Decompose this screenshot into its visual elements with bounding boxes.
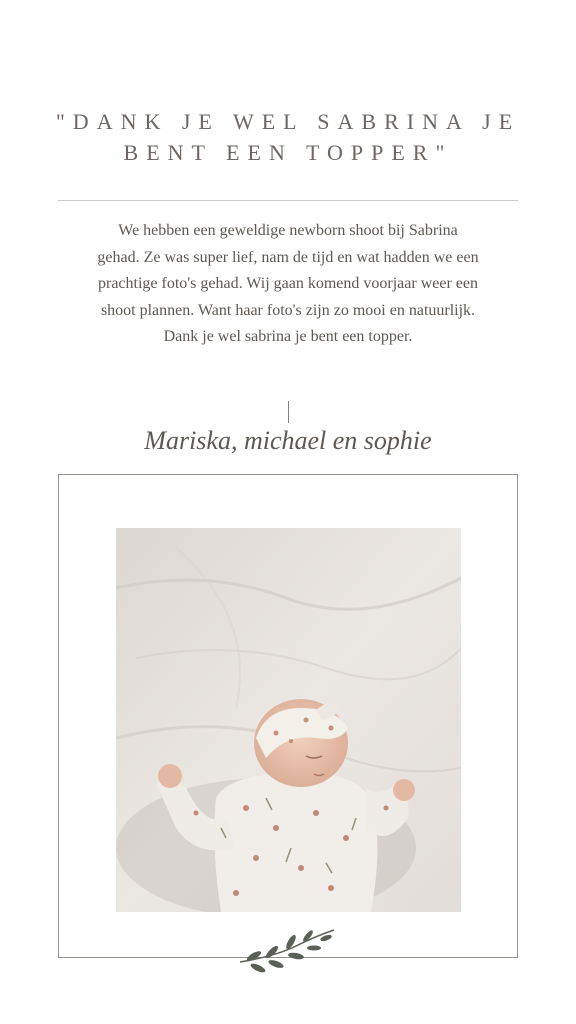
olive-branch-icon [236,926,340,986]
testimonial-title: "DANK JE WEL SABRINA JE BENT EEN TOPPER" [55,109,521,165]
newborn-photo [116,528,461,912]
divider [58,200,518,201]
vertical-divider [288,401,289,423]
photo-image [116,528,461,912]
testimonial-signature: Mariska, michael en sophie [144,426,432,455]
testimonial-body: We hebben een geweldige newborn shoot bij Sabrina gehad. Ze was super lief, nam de tijd en wat hadden we een prachtige foto's gehad. Wij gaan komend voorjaar weer een shoot plannen. Want haar foto's zijn zo mooi en natuurlijk. Dank je wel sabrina je bent een topper. [97,222,479,345]
